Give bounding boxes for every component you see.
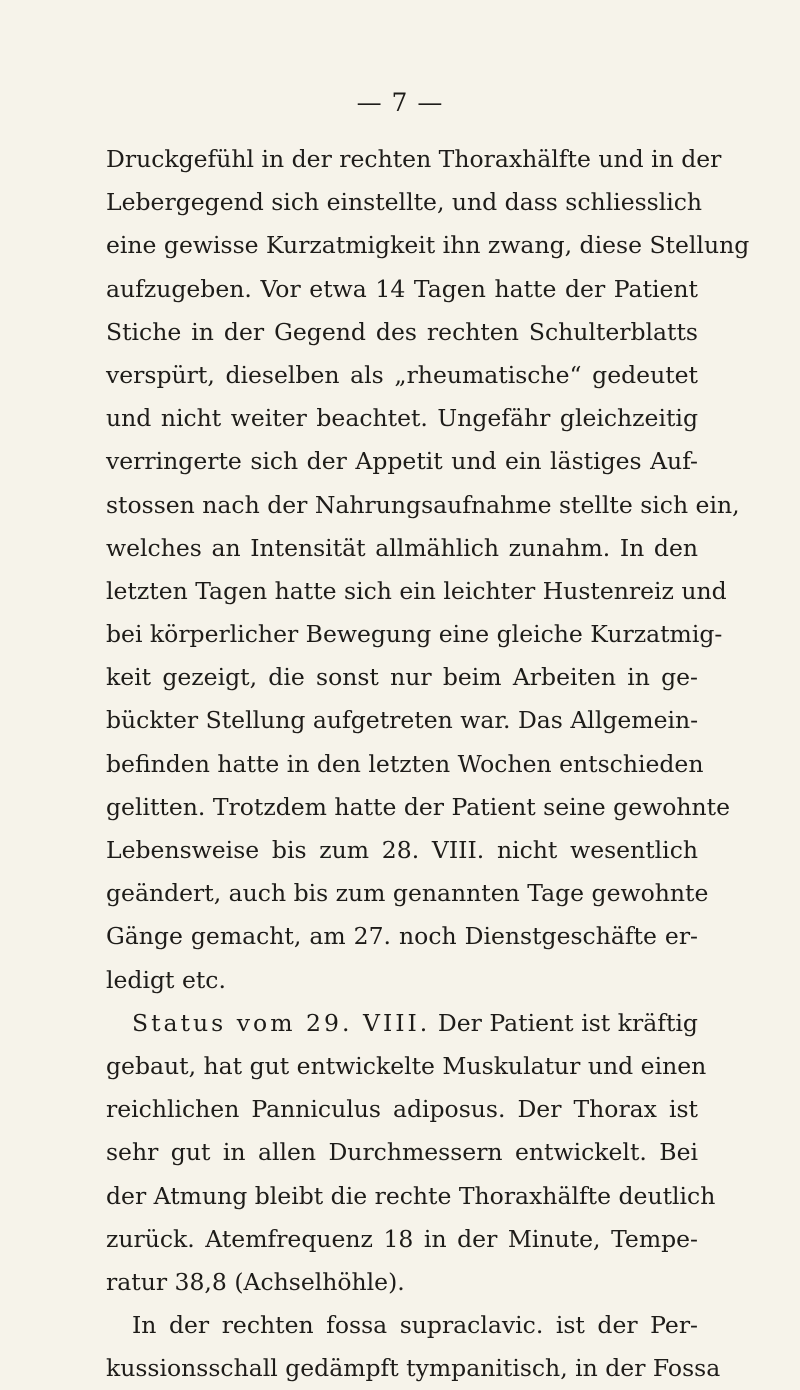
text-line: und nicht weiter beachtet. Ungefähr gleichzeitig: [106, 404, 698, 433]
text-line: geändert, auch bis zum genannten Tage gewohnte: [106, 879, 709, 908]
text-line: bei körperlicher Bewegung eine gleiche Kurzatmig-: [106, 620, 723, 649]
text-line: stossen nach der Nahrungsaufnahme stellte sich ein,: [106, 490, 740, 519]
text-line: gebaut, hat gut entwickelte Muskulatur und einen: [106, 1051, 707, 1080]
page-number: — 7 —: [356, 88, 444, 117]
status-heading: Status vom 29. VIII.: [132, 1008, 431, 1037]
text-line: sehr gut in allen Durchmessern entwickelt. Bei: [106, 1138, 698, 1167]
text-line: verringerte sich der Appetit und ein lästiges Auf-: [106, 447, 698, 476]
text-line: kussionsschall gedämpft tympanitisch, in der Fossa: [106, 1354, 721, 1383]
text-line: Gänge gemacht, am 27. noch Dienstgeschäfte er-: [106, 922, 698, 951]
text-line: bückter Stellung aufgetreten war. Das Allgemein-: [106, 706, 699, 735]
text-line: welches an Intensität allmählich zunahm. In den: [106, 533, 698, 562]
text-line: Lebensweise bis zum 28. VIII. nicht wesentlich: [106, 836, 698, 864]
body-text: [106, 138, 750, 1390]
text-line: ledigt etc.: [106, 965, 226, 994]
text-line: gelitten. Trotzdem hatte der Patient seine gewohnte: [106, 792, 731, 821]
text-line: befinden hatte in den letzten Wochen entschieden: [106, 749, 704, 778]
text-line: ratur 38,8 (Achselhöhle).: [106, 1267, 405, 1296]
text-line: keit gezeigt, die sonst nur beim Arbeiten in ge-: [106, 663, 698, 692]
text-line: Druckgefühl in der rechten Thoraxhälfte und in der: [106, 145, 722, 173]
text-line: aufzugeben. Vor etwa 14 Tagen hatte der Patient: [106, 274, 698, 303]
status-line-rest: Der Patient ist kräftig: [437, 1008, 698, 1037]
text-line: letzten Tagen hatte sich ein leichter Hustenreiz und: [106, 576, 727, 605]
text-line: zurück. Atemfrequenz 18 in der Minute, Tempe-: [106, 1224, 698, 1253]
text-line: reichlichen Panniculus adiposus. Der Thorax ist: [106, 1095, 698, 1124]
text-line: verspürt, dieselben als „rheumatische“ gedeutet: [106, 360, 698, 389]
text-line: der Atmung bleibt die rechte Thoraxhälfte deutlich: [106, 1181, 716, 1210]
text-line: Stiche in der Gegend des rechten Schulterblatts: [106, 317, 698, 346]
text-line: In der rechten fossa supraclavic. ist der Per-: [132, 1311, 698, 1340]
text-line: eine gewisse Kurzatmigkeit ihn zwang, diese Stellung: [106, 231, 750, 260]
status-line: [106, 1002, 698, 1045]
text-line: Lebergegend sich einstellte, und dass schliesslich: [106, 188, 703, 217]
